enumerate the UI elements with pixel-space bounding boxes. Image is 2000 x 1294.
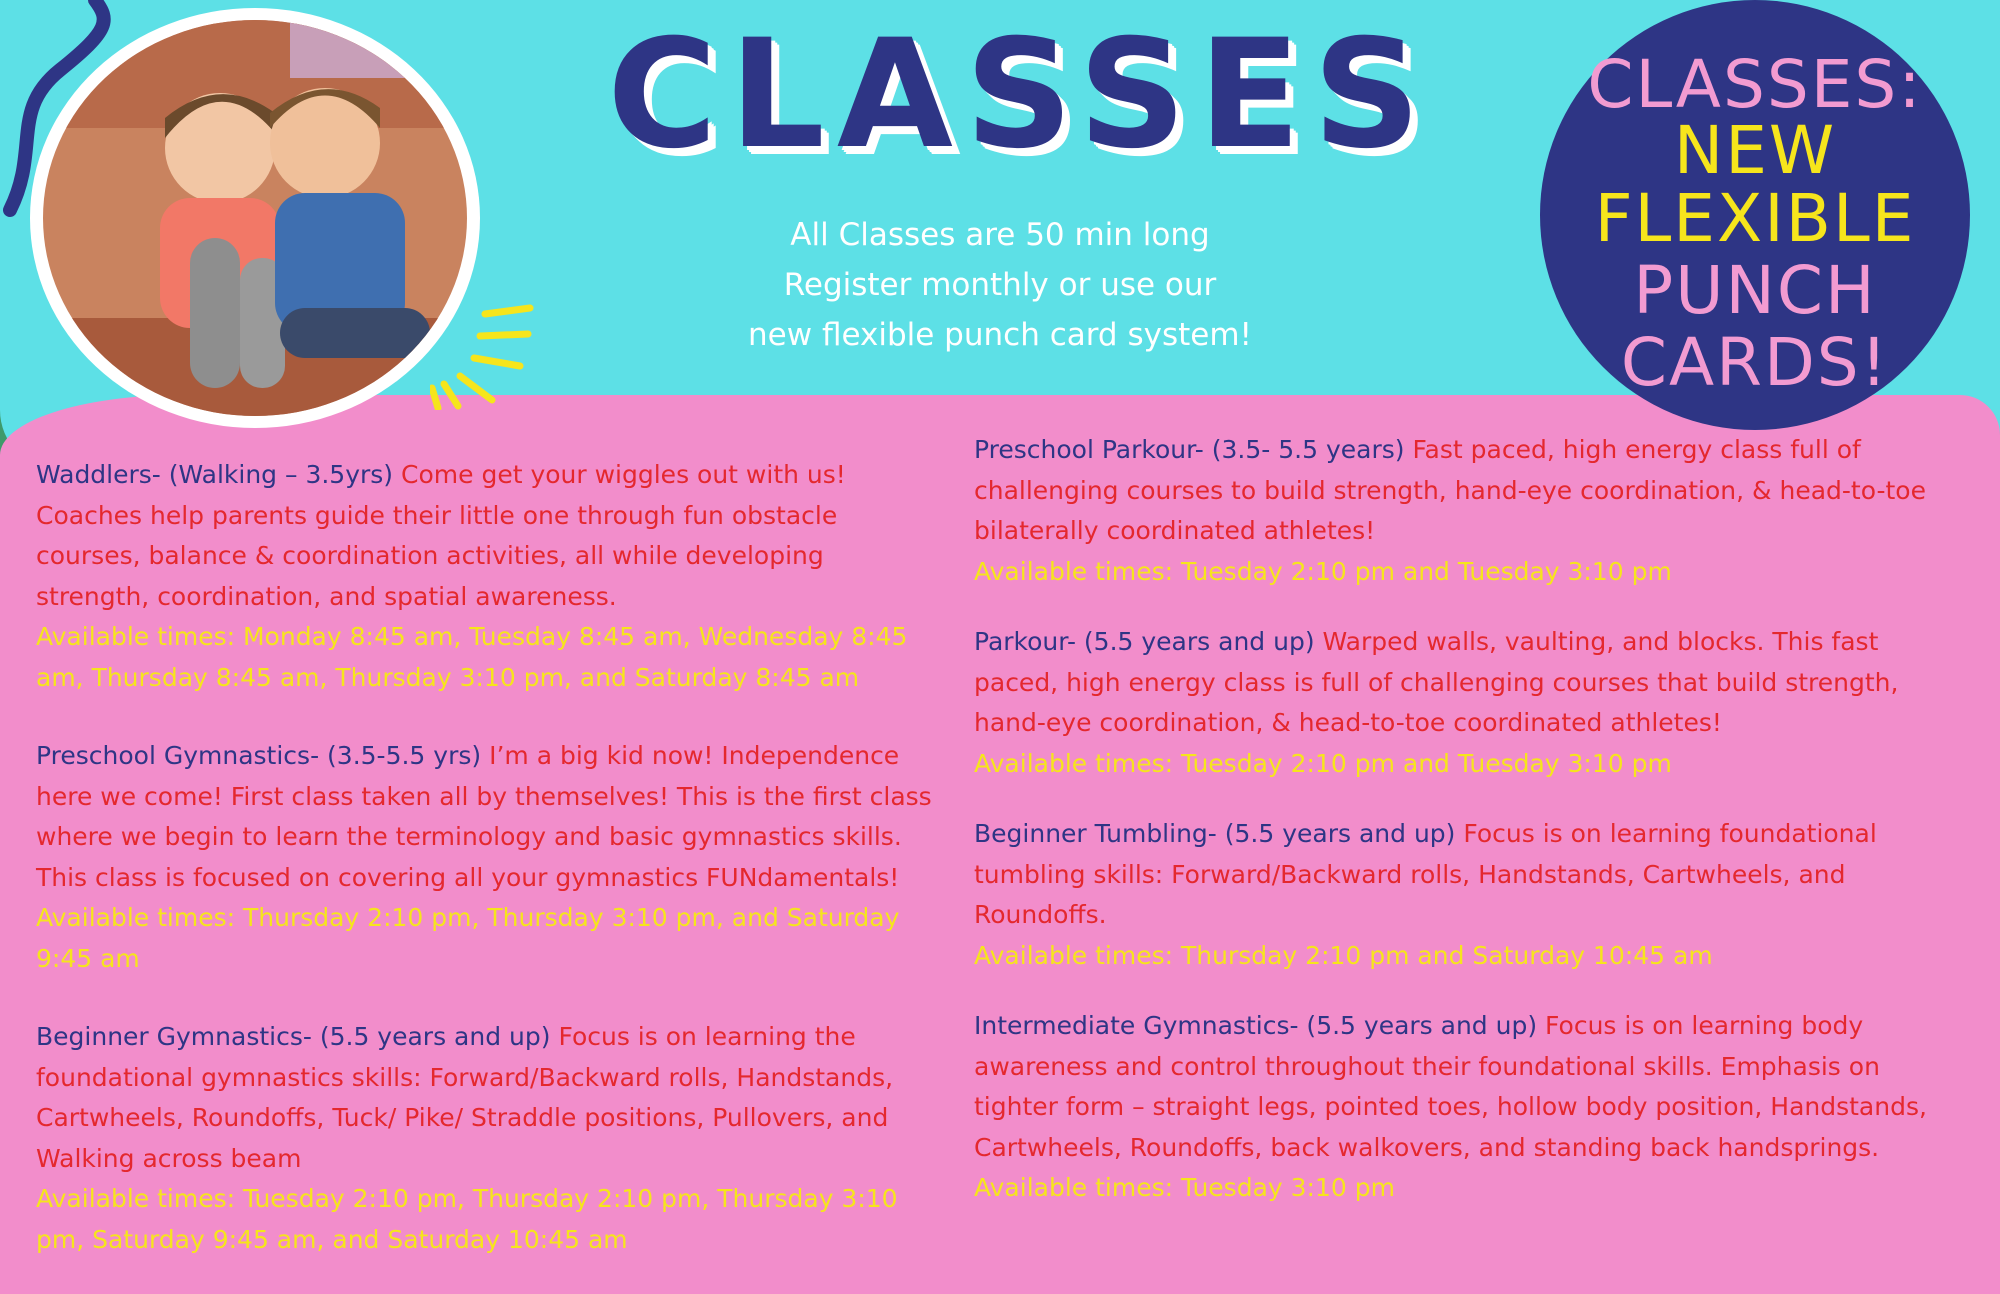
class-times: Available times: Tuesday 2:10 pm, Thursday 2:10 pm, Thursday 3:10 pm, Saturday 9:45 am, and Saturday 10:45 am	[36, 1184, 898, 1254]
class-description: Focus is on learning the foundational gymnastics skills: Forward/Backward rolls, Handstands, Cartwheels, Roundoffs, Tuck/ Pike/ Straddle positions, Pullovers, and Walking across beam	[36, 1022, 894, 1173]
class-entry-beginner-gymnastics	[36, 1017, 936, 1260]
left-class-column	[36, 455, 936, 1260]
kids-photo	[30, 8, 480, 428]
class-description: I’m a big kid now! Independence here we come! First class taken all by themselves! This is the first class where we begin to learn the terminology and basic gymnastics skills. This class is focused on covering all your gymnastics FUNdamentals!	[36, 741, 932, 892]
subtitle	[700, 210, 1300, 360]
class-name: Beginner Tumbling- (5.5 years and up)	[974, 819, 1456, 848]
class-name: Preschool Parkour- (3.5- 5.5 years)	[974, 435, 1405, 464]
badge-line: FLEXIBLE	[1594, 180, 1916, 257]
class-name: Parkour- (5.5 years and up)	[974, 627, 1315, 656]
class-name: Waddlers- (Walking – 3.5yrs)	[36, 460, 394, 489]
sparkle-rays-icon	[430, 300, 540, 410]
badge-line: NEW	[1673, 112, 1837, 189]
class-entry-waddlers	[36, 455, 936, 698]
class-entry-beginner-tumbling	[974, 814, 1934, 976]
class-times: Available times: Tuesday 2:10 pm and Tuesday 3:10 pm	[974, 556, 1672, 586]
badge-line: PUNCH	[1633, 252, 1877, 329]
badge-line: CLASSES:	[1587, 46, 1923, 123]
kids-photo-image	[40, 18, 470, 418]
page-title: CLASSES	[607, 8, 1433, 182]
class-times: Available times: Tuesday 3:10 pm	[974, 1173, 1395, 1202]
class-description: Fast paced, high energy class full of challenging courses to build strength, hand-eye coordination, & head-to-toe bilaterally coordinated athletes!	[974, 435, 1926, 545]
punch-card-badge	[1540, 0, 1970, 430]
subtitle-line: new flexible punch card system!	[748, 317, 1252, 353]
class-entry-intermediate-gymnastics	[974, 1006, 1934, 1209]
class-times: Available times: Thursday 2:10 pm and Saturday 10:45 am	[974, 940, 1713, 970]
class-name: Beginner Gymnastics- (5.5 years and up)	[36, 1022, 551, 1051]
class-entry-preschool-parkour	[974, 430, 1934, 592]
class-name: Preschool Gymnastics- (3.5-5.5 yrs)	[36, 741, 482, 770]
class-times: Available times: Thursday 2:10 pm, Thursday 3:10 pm, and Saturday 9:45 am	[36, 903, 900, 973]
class-description: Warped walls, vaulting, and blocks. This fast paced, high energy class is full of challenging courses that build strength, hand-eye coordination, & head-to-toe coordinated athletes!	[974, 627, 1899, 737]
subtitle-line: Register monthly or use our	[783, 267, 1217, 303]
class-entry-parkour	[974, 622, 1934, 784]
class-description: Come get your wiggles out with us! Coaches help parents guide their little one through fun obstacle courses, balance & coordination activities, all while developing strength, coordination, and spatial awareness.	[36, 460, 846, 611]
class-name: Intermediate Gymnastics- (5.5 years and up)	[974, 1011, 1538, 1040]
badge-line: CARDS!	[1620, 324, 1890, 401]
right-class-column	[974, 430, 1934, 1209]
class-times: Available times: Monday 8:45 am, Tuesday 8:45 am, Wednesday 8:45 am, Thursday 8:45 am, Thursday 3:10 pm, and Saturday 8:45 am	[36, 622, 908, 692]
class-description: Focus is on learning body awareness and control throughout their foundational skills. Emphasis on tighter form – straight legs, pointed toes, hollow body position, Handstands, Cartwheels, Roundoffs, back walkovers, and standing back handsprings.	[974, 1011, 1927, 1162]
subtitle-line: All Classes are 50 min long	[790, 217, 1210, 253]
class-times: Available times: Tuesday 2:10 pm and Tuesday 3:10 pm	[974, 748, 1672, 778]
class-description: Focus is on learning foundational tumbling skills: Forward/Backward rolls, Handstands, Cartwheels, and Roundoffs.	[974, 819, 1877, 929]
class-entry-preschool-gymnastics	[36, 736, 936, 979]
